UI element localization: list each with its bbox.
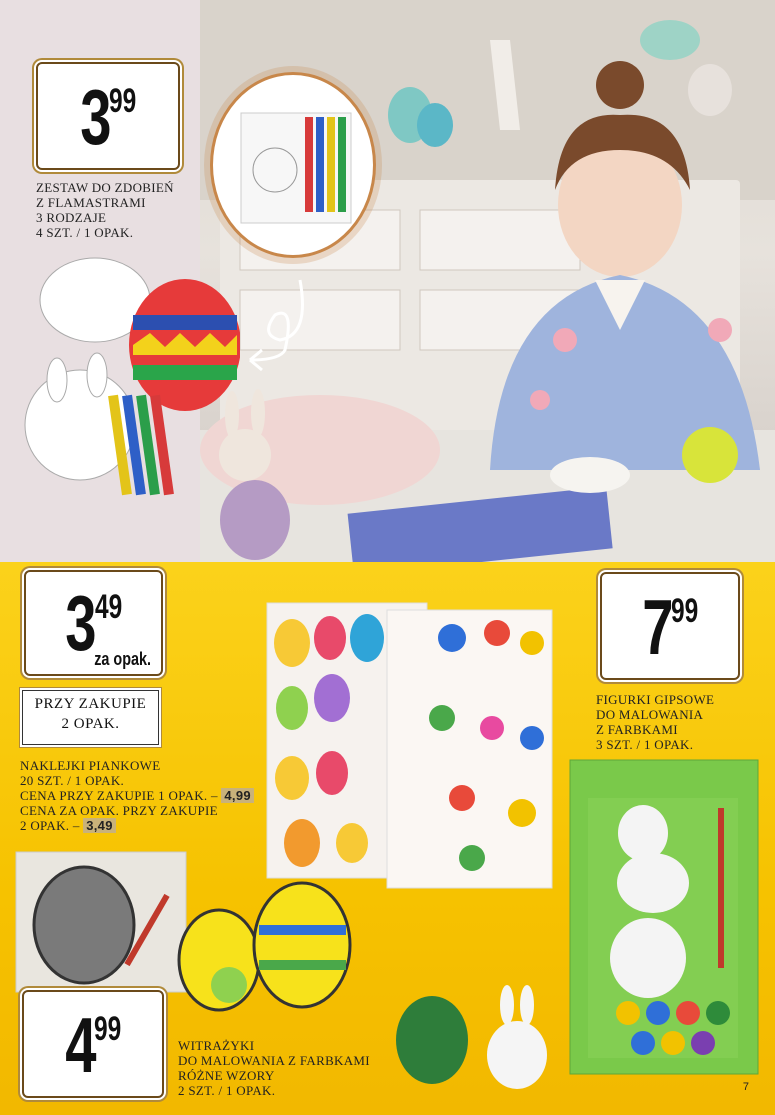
price-unit: za opak.	[94, 649, 151, 669]
desc-line: CENA ZA OPAK. PRZY ZAKUPIE	[20, 803, 218, 818]
desc-line: 3 RODZAJE	[36, 210, 107, 225]
desc-line: 2 SZT. / 1 OPAK.	[178, 1083, 276, 1098]
product-inset-circle	[210, 72, 376, 258]
desc-line: 3 SZT. / 1 OPAK.	[596, 737, 694, 752]
price-integer: 4	[65, 1001, 95, 1089]
price-box-stained-glass	[22, 990, 164, 1098]
desc-line: DO MALOWANIA Z FARBKAMI	[178, 1053, 370, 1068]
promo-line: PRZY ZAKUPIE	[34, 696, 147, 712]
desc-line: 20 SZT. / 1 OPAK.	[20, 773, 125, 788]
desc-text: 2 OPAK. –	[20, 818, 80, 833]
price-box-foam-stickers	[24, 570, 163, 676]
price-box-decoration-set	[36, 62, 180, 170]
curved-arrow-icon	[240, 275, 330, 375]
page-number: 7	[742, 1081, 749, 1093]
price-box-plaster-figures	[600, 572, 740, 680]
desc-line-price-single	[20, 788, 265, 803]
price-integer: 3	[65, 579, 95, 667]
desc-line: WITRAŻYKI	[178, 1038, 255, 1053]
desc-line: Z FLAMASTRAMI	[36, 195, 146, 210]
price-decimals: 49	[94, 588, 123, 626]
desc-line: NAKLEJKI PIANKOWE	[20, 758, 161, 773]
desc-line: ZESTAW DO ZDOBIEŃ	[36, 180, 174, 195]
description-decoration-set	[36, 180, 196, 240]
desc-text: CENA PRZY ZAKUPIE 1 OPAK. –	[20, 788, 218, 803]
painted-figurines-image	[392, 985, 562, 1095]
plaster-figures-package-image	[568, 758, 760, 1076]
price-double-pack: 3,49	[83, 818, 116, 833]
price-integer: 7	[642, 583, 672, 671]
desc-line: 4 SZT. / 1 OPAK.	[36, 225, 134, 240]
description-stained-glass	[178, 1038, 388, 1098]
promo-line: 2 OPAK.	[61, 716, 120, 732]
description-plaster-figures	[596, 692, 766, 752]
description-foam-stickers	[20, 758, 265, 833]
price-decimals: 99	[109, 82, 137, 120]
marker-set-image	[213, 75, 373, 255]
desc-line-price-double	[20, 818, 265, 833]
price-integer: 3	[80, 73, 110, 161]
desc-line: FIGURKI GIPSOWE	[596, 692, 715, 707]
coloring-figures-illustration	[15, 255, 240, 515]
promo-badge-buy-two	[22, 690, 159, 745]
desc-line: RÓŻNE WZORY	[178, 1068, 275, 1083]
desc-line: DO MALOWANIA	[596, 707, 704, 722]
price-decimals: 99	[671, 592, 699, 630]
price-decimals: 99	[94, 1010, 122, 1048]
price-single-pack: 4,99	[221, 788, 254, 803]
desc-line: Z FARBKAMI	[596, 722, 678, 737]
